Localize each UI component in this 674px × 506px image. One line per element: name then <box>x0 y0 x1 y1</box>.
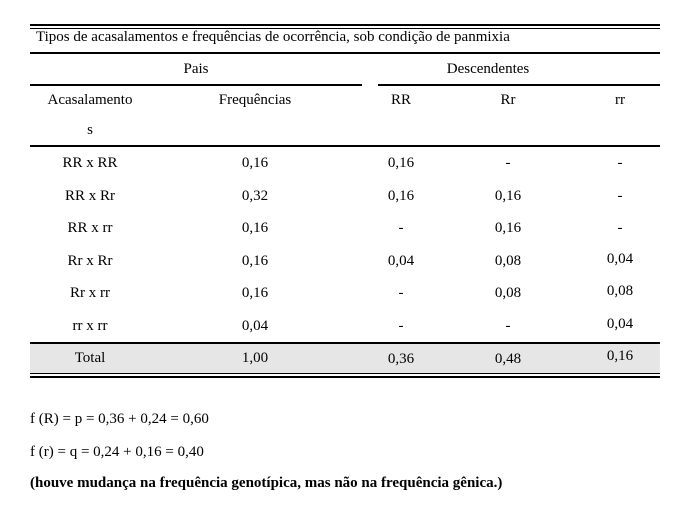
header-RR: RR <box>390 92 412 108</box>
caption-rule <box>30 52 660 54</box>
cell-freq: 0,16 <box>241 220 269 237</box>
parents-rule <box>30 84 362 86</box>
cell-freq: 0,32 <box>241 187 269 204</box>
cell-Rr: - <box>505 155 511 171</box>
cell-mating: RR x Rr <box>64 187 116 204</box>
cell-rr: 0,04 <box>606 316 634 332</box>
cell-mating: Rr x rr <box>70 285 110 302</box>
header-Rr: Rr <box>500 92 516 108</box>
cell-RR: 0,04 <box>387 252 415 269</box>
table-caption: Tipos de acasalamentos e frequências de ocorrência, sob condição de panmixia <box>36 29 510 45</box>
formula-R: f (R) = p = 0,36 + 0,24 = 0,60 <box>30 411 209 427</box>
top-rule <box>30 24 660 26</box>
total-label: Total <box>74 350 106 366</box>
header-mating-wrap: s <box>87 122 93 138</box>
cell-rr: - <box>617 187 623 204</box>
cell-RR: 0,16 <box>387 187 415 204</box>
cell-rr: - <box>617 220 623 237</box>
cell-mating: RR x rr <box>67 220 113 237</box>
formula-r: f (r) = q = 0,24 + 0,16 = 0,40 <box>30 444 204 460</box>
cell-mating: RR x RR <box>62 155 118 171</box>
header-rule <box>30 145 660 147</box>
cell-mating: rr x rr <box>72 318 108 334</box>
cell-rr: 0,04 <box>606 250 634 267</box>
cell-Rr: - <box>505 318 511 334</box>
header-mating: Acasalamento <box>47 92 133 108</box>
total-rr: 0,16 <box>606 348 634 364</box>
cell-freq: 0,16 <box>241 285 269 302</box>
group-header-offspring: Descendentes <box>446 61 530 77</box>
cell-RR: 0,16 <box>387 155 415 171</box>
cell-mating: Rr x Rr <box>67 252 113 269</box>
header-frequency: Frequências <box>218 92 292 108</box>
cell-Rr: 0,16 <box>494 220 522 237</box>
total-Rr: 0,48 <box>494 351 522 367</box>
cell-rr: - <box>617 155 623 171</box>
cell-rr: 0,08 <box>606 283 634 300</box>
total-RR: 0,36 <box>387 351 415 367</box>
total-rule <box>30 342 660 344</box>
header-rr: rr <box>615 92 625 108</box>
cell-freq: 0,16 <box>241 155 269 171</box>
total-freq: 1,00 <box>241 350 269 366</box>
total-row-background <box>30 344 660 373</box>
cell-Rr: 0,16 <box>494 187 522 204</box>
cell-Rr: 0,08 <box>494 285 522 302</box>
conclusion-note: (houve mudança na frequência genotípica, mas não na frequência gênica.) <box>30 475 503 491</box>
offspring-rule <box>378 84 660 86</box>
bottom-rule <box>30 376 660 378</box>
cell-RR: - <box>398 285 404 302</box>
cell-freq: 0,04 <box>241 318 269 334</box>
cell-RR: - <box>398 220 404 237</box>
cell-Rr: 0,08 <box>494 252 522 269</box>
bottom-rule-inner <box>30 373 660 374</box>
cell-freq: 0,16 <box>241 252 269 269</box>
group-header-parents: Pais <box>183 61 209 77</box>
cell-RR: - <box>398 318 404 334</box>
